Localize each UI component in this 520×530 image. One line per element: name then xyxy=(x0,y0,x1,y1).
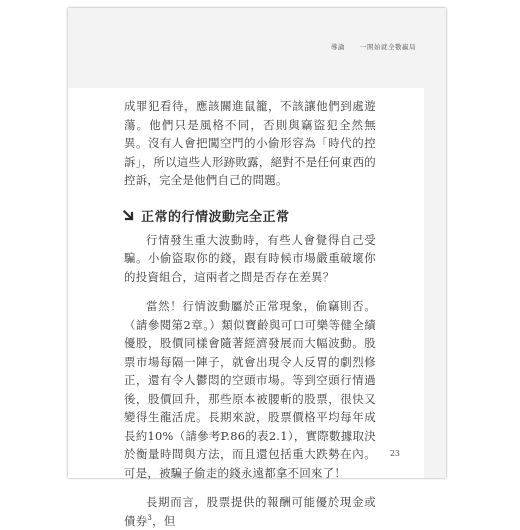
section-heading-text: 正常的行情波動完全正常 xyxy=(141,209,290,225)
running-head-chapter: 導論 xyxy=(330,43,345,51)
intro-paragraph: 成罪犯看待，應該關進鼠籠，不該讓他們到處遊蕩。他們只是風格不同，否則與竊盜犯全然無異。沒有人會把闖空門的小偷形容為「時代的控訴」，所以這些人形跡敗露，絕對不是任何東西的控訴，完全是他們自己的問題。 xyxy=(124,99,376,187)
arrow-down-right-icon xyxy=(122,209,135,222)
running-head xyxy=(331,42,416,51)
section-heading xyxy=(122,206,376,225)
margin-band xyxy=(424,8,446,478)
page-number: 23 xyxy=(389,449,400,458)
book-page xyxy=(68,8,446,528)
last-paragraph-text: 長期而言，股票提供的報酬可能優於現金或債券 xyxy=(124,495,376,528)
last-paragraph xyxy=(124,493,376,530)
running-head-title: 一開始就全數贏局 xyxy=(360,43,416,51)
footnote-marker: 3 xyxy=(147,513,153,522)
last-paragraph-tail: ，但 xyxy=(152,513,176,528)
body-text xyxy=(124,97,376,530)
paragraph: 行情發生重大波動時，有些人會覺得自己受騙。小偷盜取你的錢，跟有時候市場嚴重破壞你的投資組合，這兩者之間是否存在差異？ xyxy=(124,232,376,284)
paragraph: 當然！行情波動屬於正常現象，偷竊則否。（請參閱第2章。）類似寶齡與可口可樂等健全績優股，股價同樣會隨著經濟發展而大幅波動。股票市場每隔一陣子，就會出現令人反胃的劇烈修正，還有令人鬱悶的空頭市場。等到空頭行情過後，股價回升，那些原本被腰斬的股票，很快又變得生龍活虎。長期來說，股票價格平均每年成長約10%（請參考P.86的表2.1），實際數據取決於衡量時間與方法，而且還包括重大跌勢在內。可是，被騙子偷走的錢永遠都拿不回來了！ xyxy=(124,299,376,480)
